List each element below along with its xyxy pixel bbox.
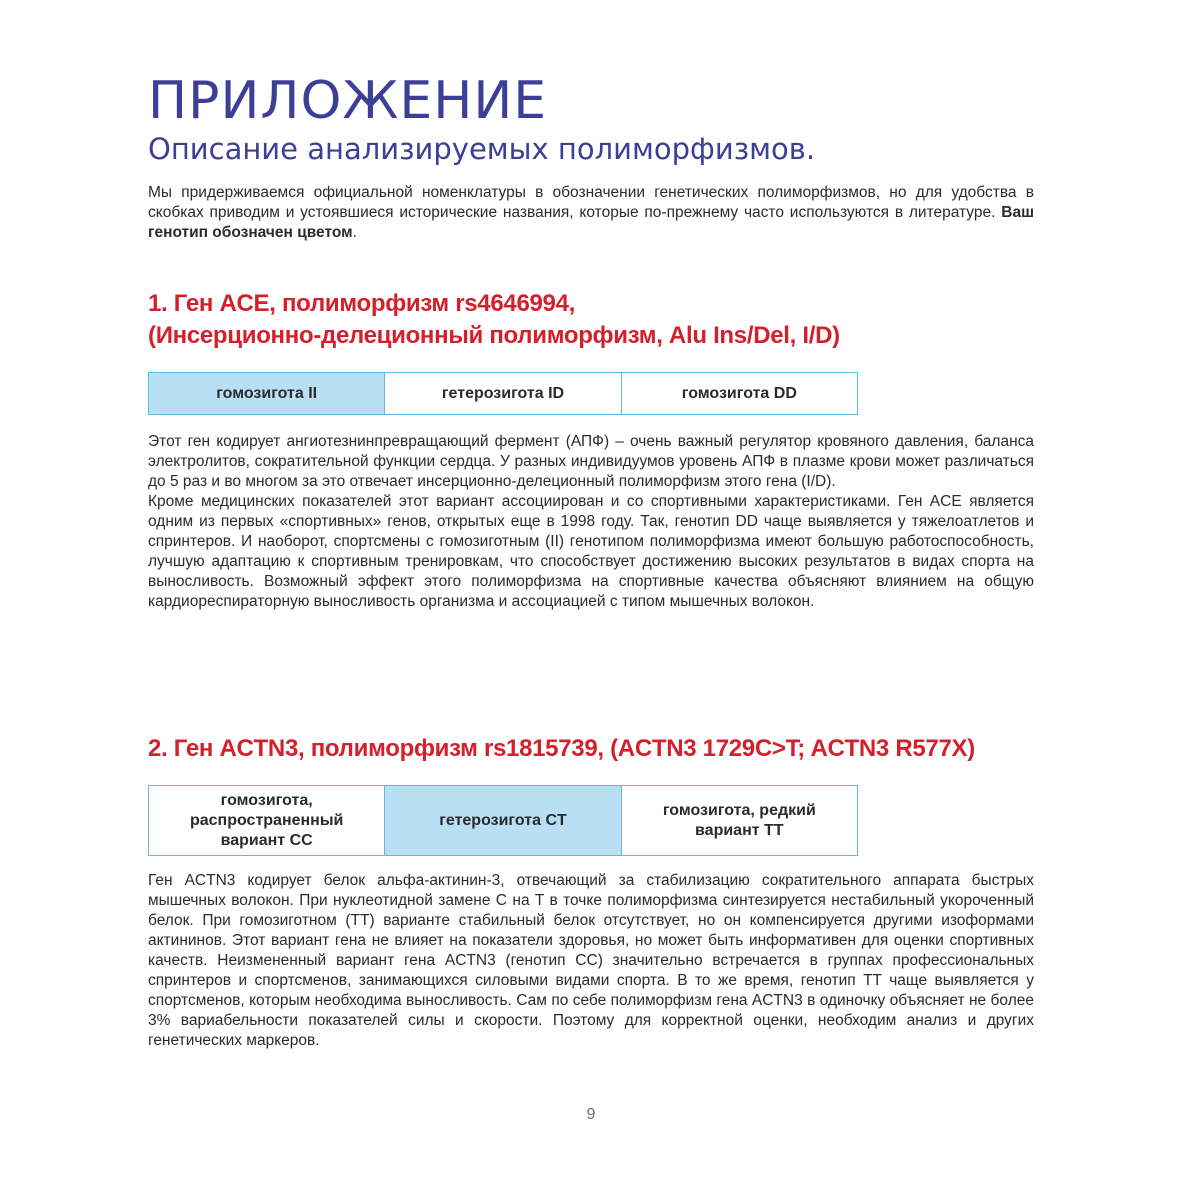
genotype-cell-id: гетерозигота ID (384, 373, 620, 414)
section-2-genotype-table (148, 785, 858, 856)
genotype-cell-ii: гомозигота II (149, 373, 384, 414)
section-2-paragraph-1: Ген ACTN3 кодирует белок альфа-актинин-3, отвечающий за стабилизацию сократительного аппарата быстрых мышечных волокон. При нуклеотидной замене C на T в точке полиморфизма синтезируется нестабильный укороченный белок. При гомозиготном (TT) варианте стабильный белок отсутствует, но он компенсируется другими изоформами актининов. Этот вариант гена не влияет на показатели здоровья, но может быть информативен для оценки спортивных качеств. Неизмененный вариант гена ACTN3 (генотип CC) значительно встречается в группах профессиональных спринтеров и спортсменов, занимающихся силовыми видами спорта. В то же время, генотип TT чаще выявляется у спортсменов, которым необходима выносливость. Сам по себе полиморфизм гена ACTN3 в одиночку объясняет не более 3% вариабельности показателей силы и скорости. Поэтому для корректной оценки, необходим анализ и других генетических маркеров. (148, 872, 1034, 1049)
section-2-body (148, 871, 1034, 1051)
genotype-cell-ct: гетерозигота CT (384, 786, 620, 855)
page-subtitle: Описание анализируемых полиморфизмов. (148, 132, 816, 166)
genotype-cell-tt: гомозигота, редкий вариант TT (621, 786, 857, 855)
intro-end: . (352, 224, 357, 241)
section-1-heading-line1: 1. Ген ACE, полиморфизм rs4646994, (148, 290, 576, 317)
section-2-heading (148, 733, 975, 765)
intro-paragraph (148, 183, 1034, 243)
genotype-cell-dd: гомозигота DD (621, 373, 857, 414)
section-2-heading-line1: 2. Ген ACTN3, полиморфизм rs1815739, (ACTN3 1729C>T; ACTN3 R577X) (148, 735, 975, 762)
section-1-genotype-table (148, 372, 858, 415)
intro-text: Мы придерживаемся официальной номенклатуры в обозначении генетических полиморфизмов, но для удобства в скобках приводим и устоявшиеся исторические названия, которые по-прежнему часто используются в литературе. (148, 184, 1034, 221)
section-1-heading (148, 288, 840, 352)
intro-bold-note: Ваш генотип обозначен цветом (148, 204, 1034, 241)
page-title: ПРИЛОЖЕНИЕ (148, 71, 548, 131)
page-number: 9 (586, 1106, 596, 1123)
section-1-body (148, 432, 1034, 612)
genotype-cell-cc: гомозигота, распространенный вариант CC (189, 791, 344, 849)
section-1-paragraph-2: Кроме медицинских показателей этот вариант ассоциирован и со спортивными характеристиками. Ген ACE является одним из первых «спортивных» генов, открытых еще в 1998 году. Так, генотип DD чаще выявляется у тяжелоатлетов и спринтеров. И наоборот, спортсмены с гомозиготным (II) генотипом полиморфизма имеют большую работоспособность, лучшую адаптацию к спортивным тренировкам, что способствует достижению высоких результатов в видах спорта на выносливость. Возможный эффект этого полиморфизма на спортивные качества объясняют влиянием на общую кардиореспираторную выносливость организма и ассоциацией с типом мышечных волокон. (148, 493, 1034, 610)
section-1-paragraph-1: Этот ген кодирует ангиотезнинпревращающий фермент (АПФ) – очень важный регулятор кровяного давления, баланса электролитов, сократительной функции сердца. У разных индивидуумов уровень АПФ в плазме крови может различаться до 5 раз и во многом за это отвечает инсерционно-делеционный полиморфизм этого гена (I/D). (148, 433, 1034, 490)
section-1-heading-line2: (Инсерционно-делеционный полиморфизм, Alu Ins/Del, I/D) (148, 322, 840, 349)
